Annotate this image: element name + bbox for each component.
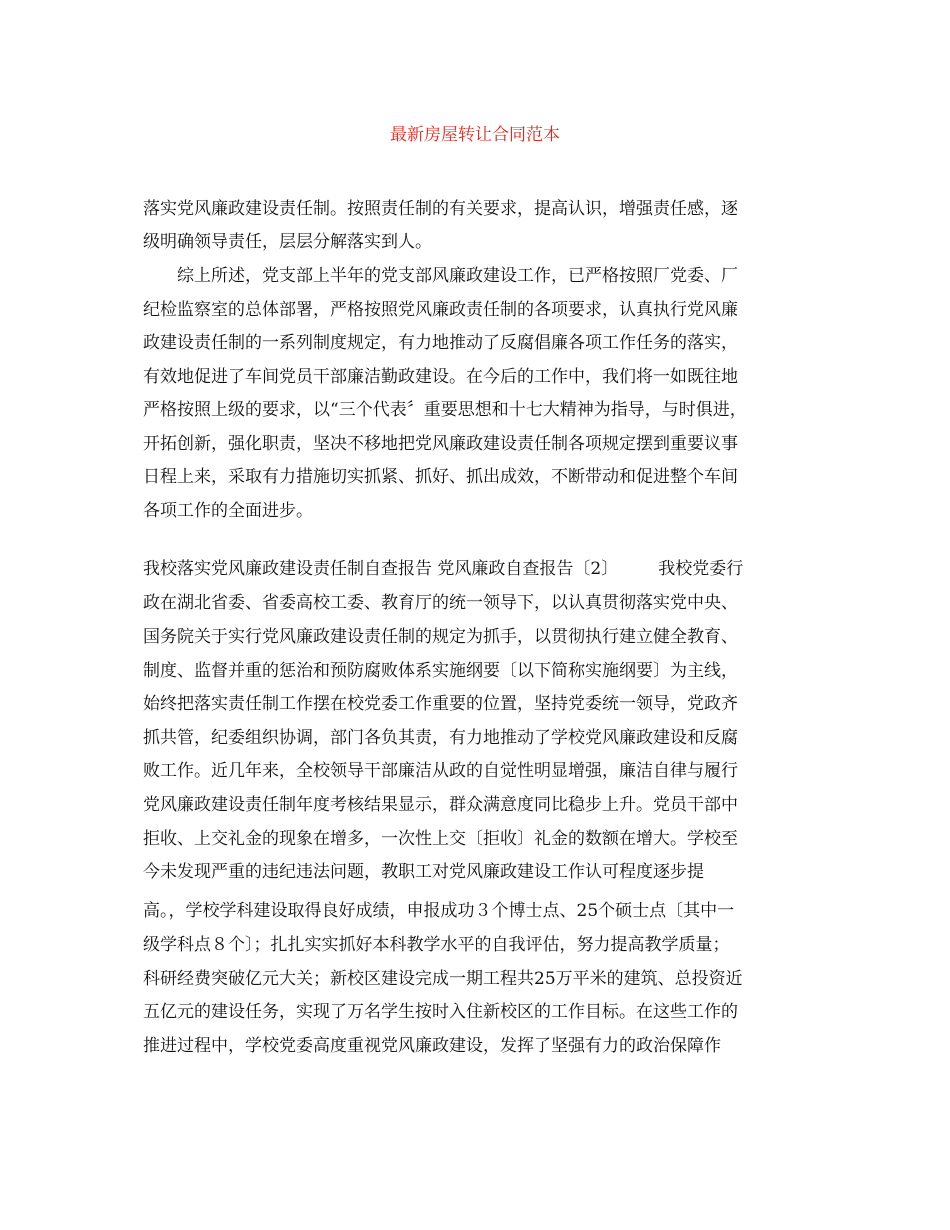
body-line: 纪检监察室的总体部署，严格按照党风廉政责任制的各项要求，认真执行党风廉	[143, 300, 738, 320]
body-line: 政建设责任制的一系列制度规定，有力地推动了反腐倡廉各项工作任务的落实，	[143, 333, 738, 353]
body-line: 落实党风廉政建设责任制。按照责任制的有关要求，提高认识，增强责任感，逐	[143, 199, 738, 219]
section-heading-line	[143, 556, 823, 582]
body-line: 日程上来，采取有力措施切实抓紧、抓好、抓出成效，不断带动和促进整个车间	[143, 467, 738, 487]
body-line: 五亿元的建设任务，实现了万名学生按时入住新校区的工作目标。在这些工作的	[143, 1002, 738, 1022]
body-line: 推进过程中，学校党委高度重视党风廉政建设，发挥了坚强有力的政治保障作	[143, 1036, 721, 1056]
body-line: 政在湖北省委、省委高校工委、教育厅的统一领导下，以认真贯彻落实党中央、	[143, 593, 738, 613]
body-line: 级明确领导责任，层层分解落实到人。	[143, 232, 432, 252]
body-line: 开拓创新，强化职责，坚决不移地把党风廉政建设责任制各项规定摆到重要议事	[143, 434, 738, 454]
document-title: 最新房屋转让合同范本	[390, 125, 560, 145]
paragraph-start: 我校党委行	[658, 559, 744, 579]
body-line: 严格按照上级的要求，以“三个代表〞重要思想和十七大精神为指导，与时俱进，	[143, 400, 747, 420]
body-line: 高。，学校学科建设取得良好成绩，申报成功３个博士点、25个硕士点〔其中一	[143, 901, 735, 921]
body-line: 各项工作的全面进步。	[143, 501, 313, 521]
body-line: 始终把落实责任制工作摆在校党委工作重要的位置，坚持党委统一领导，党政齐	[143, 694, 738, 714]
body-line: 制度、监督并重的惩治和预防腐败体系实施纲要〔以下简称实施纲要〕为主线，	[143, 661, 738, 681]
body-line: 国务院关于实行党风廉政建设责任制的规定为抓手，以贯彻执行建立健全教育、	[143, 627, 738, 647]
section-heading: 我校落实党风廉政建设责任制自查报告 党风廉政自查报告〔2〕	[143, 559, 619, 579]
body-line: 今未发现严重的违纪违法问题，教职工对党风廉政建设工作认可程度逐步提	[143, 862, 704, 882]
body-line: 有效地促进了车间党员干部廉洁勤政建设。在今后的工作中，我们将一如既往地	[143, 367, 738, 387]
body-line: 级学科点８个〕；扎扎实实抓好本科教学水平的自我评估，努力提高教学质量；	[143, 935, 730, 955]
body-line: 科研经费突破亿元大关；新校区建设完成一期工程共25万平米的建筑、总投资近	[143, 969, 743, 989]
body-line: 败工作。近几年来，全校领导干部廉洁从政的自觉性明显增强，廉洁自律与履行	[143, 761, 738, 781]
body-line: 抓共管，纪委组织协调，部门各负其责，有力地推动了学校党风廉政建设和反腐	[143, 728, 738, 748]
body-line: 拒收、上交礼金的现象在增多，一次性上交〔拒收〕礼金的数额在增大。学校至	[143, 829, 738, 849]
body-line: 综上所述，党支部上半年的党支部风廉政建设工作，已严格按照厂党委、厂	[177, 266, 738, 286]
body-line: 党风廉政建设责任制年度考核结果显示，群众满意度同比稳步上升。党员干部中	[143, 795, 738, 815]
